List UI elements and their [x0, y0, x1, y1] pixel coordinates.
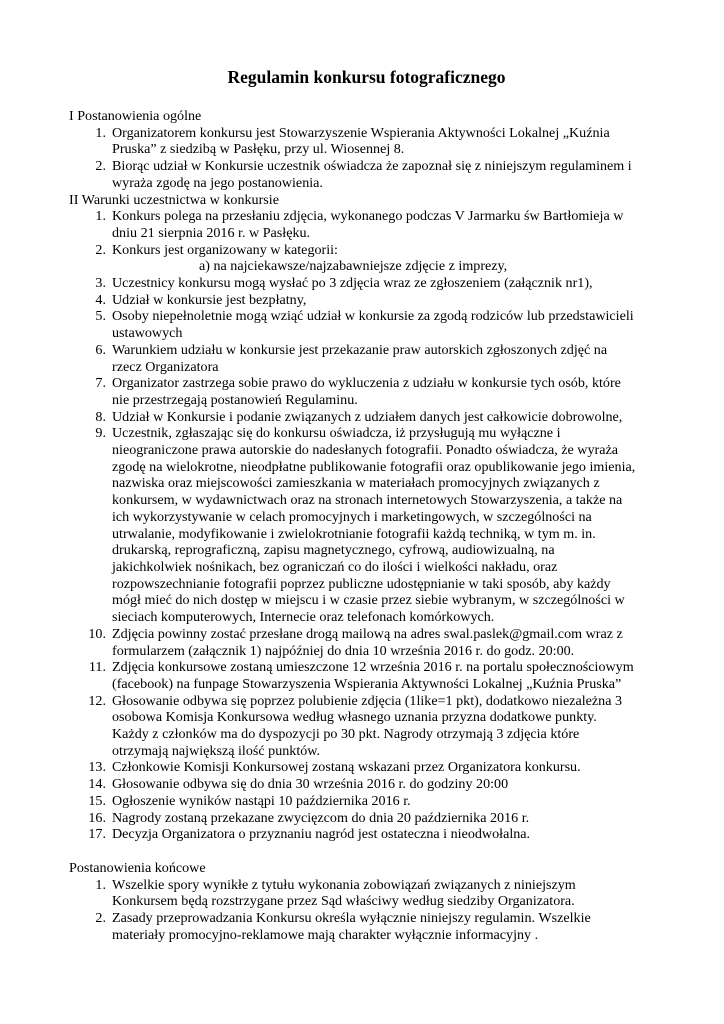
item-number: 8.	[95, 408, 106, 425]
item-number: 1.	[95, 124, 106, 141]
item-text-line: Członkowie Komisji Konkursowej zostaną wskazani przez Organizatora konkursu.	[112, 759, 581, 776]
item-text-line: Konkurs polega na przesłaniu zdjęcia, wykonanego podczas V Jarmarku św Bartłomieja w	[112, 208, 624, 225]
item-text-line: jakichkolwiek nośnikach, bez ograniczań co do ilości i wielkości nakładu, oraz	[112, 558, 558, 575]
item-text-line: nie przestrzegają postanowień Regulaminu.	[112, 391, 358, 408]
item-text-line: mógł mieć do nich dostęp w miejscu i w czasie przez siebie wybranym, w szczególności w	[112, 592, 625, 609]
item-number: 4.	[95, 291, 106, 308]
section-list	[69, 208, 664, 843]
item-number: 15.	[88, 792, 106, 809]
list-item	[69, 158, 664, 191]
list-item	[69, 308, 664, 341]
item-number: 2.	[95, 241, 106, 258]
item-text-line: Wszelkie spory wynikłe z tytułu wykonania zobowiązań związanych z niniejszym	[112, 876, 576, 893]
item-text-line: sieciach komputerowych, Internecie oraz telefonach komórkowych.	[112, 609, 495, 626]
item-number: 5.	[95, 308, 106, 325]
item-text-line: Udział w konkursie jest bezpłatny,	[112, 291, 307, 308]
list-item	[69, 776, 664, 793]
item-text-line: Ogłoszenie wyników nastąpi 10 października 2016 r.	[112, 792, 411, 809]
list-item	[69, 826, 664, 843]
item-text-line: ustawowych	[112, 325, 183, 342]
item-text-line: Konkurs jest organizowany w kategorii:	[112, 241, 338, 258]
document-title: Regulamin konkursu fotograficznego	[227, 67, 506, 87]
list-item	[69, 425, 664, 625]
item-text-line: Zdjęcia konkursowe zostaną umieszczone 12 września 2016 r. na portalu społecznościowym	[112, 659, 634, 676]
item-text-line: Organizatorem konkursu jest Stowarzyszenie Wspierania Aktywności Lokalnej „Kuźnia	[112, 124, 610, 141]
item-text-line: ich wykorzystywanie w celach promocyjnych i marketingowych, w szczególności na	[112, 508, 592, 525]
item-text-line: Osoby niepełnoletnie mogą wziąć udział w konkursie za zgodą rodziców lub przedstawicieli	[112, 308, 634, 325]
item-text-line: dniu 21 sierpnia 2016 r. w Pasłęku.	[112, 224, 311, 241]
sub-item: a) na najciekawsze/najzabawniejsze zdjęcie z imprezy,	[199, 258, 508, 275]
section-heading: II Warunki uczestnictwa w konkursie	[69, 191, 279, 208]
list-item	[69, 342, 664, 375]
list-item	[69, 659, 664, 692]
item-number: 7.	[95, 375, 106, 392]
item-number: 11.	[88, 659, 106, 676]
item-text-line: konkursem, w wydawnictwach oraz na stronach internetowych Stowarzyszenia, a także na	[112, 492, 623, 509]
item-text-line: Nagrody zostaną przekazane zwycięzcom do dnia 20 października 2016 r.	[112, 809, 530, 826]
item-text-line: osobowa Komisja Konkursowa według własnego uznania przyzna dodatkowe punkty.	[112, 709, 597, 726]
item-text-line: Biorąc udział w Konkursie uczestnik oświadcza że zapoznał się z niniejszym regulaminem i	[112, 158, 632, 175]
item-text-line: wyraża zgodę na jego postanowienia.	[112, 174, 323, 191]
item-number: 14.	[88, 776, 106, 793]
item-text-line: Zasady przeprowadzania Konkursu określa wyłącznie niniejszy regulamin. Wszelkie	[112, 910, 591, 927]
item-text-line: Każdy z członków ma do dyspozycji po 30 pkt. Nagrody otrzymają 3 zdjęcia które	[112, 726, 580, 743]
list-item	[69, 626, 664, 659]
item-text-line: rozpowszechnianie fotografii poprzez publiczne udostępnianie w taki sposób, aby każdy	[112, 575, 611, 592]
item-text-line: Konkursem będą rozstrzygane przez Sąd właściwy według siedziby Organizatora.	[112, 893, 575, 910]
item-text-line: (facebook) na funpage Stowarzyszenia Wspierania Aktywności Lokalnej „Kuźnia Pruska”	[112, 675, 622, 692]
list-item	[69, 759, 664, 776]
item-text-line: rzecz Organizatora	[112, 358, 219, 375]
item-number: 9.	[95, 425, 106, 442]
list-item	[69, 409, 664, 426]
item-text-line: materiały promocyjno-reklamowe mają charakter wyłącznie informacyjny .	[112, 926, 539, 943]
item-number: 17.	[88, 826, 106, 843]
list-item	[69, 125, 664, 158]
item-text-line: drukarską, reprograficzną, zapisu magnetycznego, cyfrową, audiowizualną, na	[112, 542, 555, 559]
item-number: 16.	[88, 809, 106, 826]
item-number: 3.	[95, 275, 106, 292]
item-text-line: Głosowanie odbywa się poprzez polubienie zdjęcia (1like=1 pkt), dodatkowo niezależna 3	[112, 692, 623, 709]
item-text-line: Uczestnik, zgłaszając się do konkursu oświadcza, iż przysługują mu wyłączne i	[112, 425, 561, 442]
item-number: 6.	[95, 341, 106, 358]
section-heading: Postanowienia końcowe	[69, 859, 206, 876]
item-number: 2.	[95, 910, 106, 927]
section-heading: I Postanowienia ogólne	[69, 108, 202, 124]
item-text-line: Uczestnicy konkursu mogą wysłać po 3 zdjęcia wraz ze zgłoszeniem (załącznik nr1),	[112, 275, 593, 292]
item-number: 2.	[95, 158, 106, 175]
list-item	[69, 275, 664, 292]
item-text-line: Pruska” z siedzibą w Pasłęku, przy ul. Wiosennej 8.	[112, 141, 405, 158]
section-list	[69, 877, 664, 944]
section-spacer	[69, 843, 664, 860]
list-item	[69, 910, 664, 943]
item-text-line: nieograniczone prawa autorskie do nadesłanych fotografii. Ponadto oświadcza, że wyraża	[112, 442, 618, 459]
list-item	[69, 375, 664, 408]
item-text-line: utrwalanie, modyfikowanie i zwielokrotnianie fotografii każdą techniką, w tym m. in.	[112, 525, 596, 542]
item-text-line: Zdjęcia powinny zostać przesłane drogą mailową na adres swal.paslek@gmail.com wraz z	[112, 625, 623, 642]
section-list	[69, 125, 664, 192]
list-item	[69, 810, 664, 827]
list-item	[69, 693, 664, 760]
list-item	[69, 877, 664, 910]
item-number: 10.	[88, 625, 106, 642]
list-item	[69, 242, 664, 275]
item-number: 13.	[88, 759, 106, 776]
item-text-line: nazwiska oraz miejscowości zamieszkania w materiałach promocyjnych związanych z	[112, 475, 600, 492]
list-item	[69, 208, 664, 241]
item-text-line: Decyzja Organizatora o przyznaniu nagród jest ostateczna i nieodwołalna.	[112, 826, 531, 843]
item-number: 12.	[88, 692, 106, 709]
item-text-line: Udział w Konkursie i podanie związanych z udziałem danych jest całkowicie dobrowolne,	[112, 408, 623, 425]
item-text-line: formularzem (załącznik 1) najpóźniej do dnia 10 września 2016 r. do godz. 20:00.	[112, 642, 575, 659]
item-text-line: otrzymają największą ilość punktów.	[112, 742, 321, 759]
list-item	[69, 292, 664, 309]
item-number: 1.	[95, 876, 106, 893]
list-item	[69, 793, 664, 810]
document-body	[69, 108, 664, 943]
item-text-line: zgodę na wielokrotne, nieodpłatne publikowanie fotografii oraz opublikowanie jego imienia,	[112, 458, 636, 475]
item-text-line: Organizator zastrzega sobie prawo do wykluczenia z udziału w konkursie tych osób, które	[112, 375, 621, 392]
item-text-line: Głosowanie odbywa się do dnia 30 września 2016 r. do godziny 20:00	[112, 776, 509, 793]
item-text-line: Warunkiem udziału w konkursie jest przekazanie praw autorskich zgłoszonych zdjęć na	[112, 341, 608, 358]
item-number: 1.	[95, 208, 106, 225]
